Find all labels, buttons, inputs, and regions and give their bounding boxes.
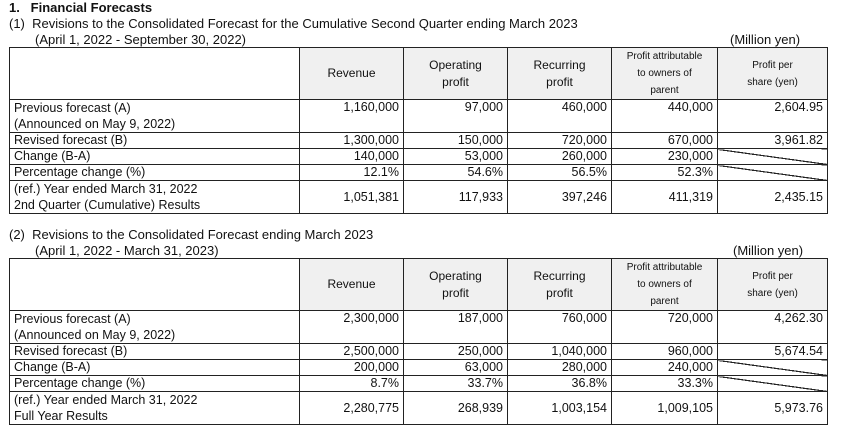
table2-unit: (Million yen) xyxy=(733,243,804,258)
cell-revenue: 2,500,000 xyxy=(300,344,404,360)
cell-revenue: 2,280,775 xyxy=(300,392,404,425)
cell-recurring: 36.8% xyxy=(508,376,612,392)
col-revenue: Revenue xyxy=(300,48,404,100)
corner-cell xyxy=(10,48,300,100)
cell-recurring: 397,246 xyxy=(508,181,612,214)
row-revised-forecast xyxy=(10,133,828,149)
cell-eps: 2,435.15 xyxy=(718,181,828,214)
cell-operating: 53,000 xyxy=(404,149,508,165)
cell-revenue: 1,300,000 xyxy=(300,133,404,149)
col-profit-owners: Profit attributable to owners of parent xyxy=(612,48,718,100)
cell-revenue: 140,000 xyxy=(300,149,404,165)
cell-recurring: 460,000 xyxy=(508,100,612,133)
forecast-table-full-year xyxy=(9,258,828,425)
cell-eps: 3,961.82 xyxy=(718,133,828,149)
col-revenue: Revenue xyxy=(300,259,404,311)
cell-profit-owners: 670,000 xyxy=(612,133,718,149)
cell-eps: 5,674.54 xyxy=(718,344,828,360)
cell-eps: 2,604.95 xyxy=(718,100,828,133)
cell-recurring: 1,003,154 xyxy=(508,392,612,425)
cell-eps-na xyxy=(718,360,828,376)
cell-recurring: 1,040,000 xyxy=(508,344,612,360)
cell-eps: 4,262.30 xyxy=(718,311,828,344)
col-recurring-profit: Recurring profit xyxy=(508,48,612,100)
cell-revenue: 1,160,000 xyxy=(300,100,404,133)
cell-profit-owners: 1,009,105 xyxy=(612,392,718,425)
cell-operating: 33.7% xyxy=(404,376,508,392)
cell-revenue: 8.7% xyxy=(300,376,404,392)
row-label: Percentage change (%) xyxy=(10,165,300,181)
table1-period: (April 1, 2022 - September 30, 2022) xyxy=(35,32,247,47)
table-header-row xyxy=(10,259,828,311)
row-label: Previous forecast (A) (Announced on May 9, 2022) xyxy=(10,100,300,133)
cell-revenue: 2,300,000 xyxy=(300,311,404,344)
cell-recurring: 760,000 xyxy=(508,311,612,344)
cell-operating: 187,000 xyxy=(404,311,508,344)
cell-operating: 268,939 xyxy=(404,392,508,425)
row-change xyxy=(10,149,828,165)
col-eps: Profit per share (yen) xyxy=(718,259,828,311)
cell-revenue: 200,000 xyxy=(300,360,404,376)
table2-period: (April 1, 2022 - March 31, 2023) xyxy=(35,243,219,258)
cell-profit-owners: 33.3% xyxy=(612,376,718,392)
row-reference-results xyxy=(10,181,828,214)
section-title: 1. Financial Forecasts xyxy=(9,0,153,15)
row-previous-forecast xyxy=(10,100,828,133)
table2-heading: (2) Revisions to the Consolidated Forecast ending March 2023 xyxy=(9,227,374,242)
cell-profit-owners: 240,000 xyxy=(612,360,718,376)
row-label: (ref.) Year ended March 31, 2022 Full Year Results xyxy=(10,392,300,425)
cell-recurring: 260,000 xyxy=(508,149,612,165)
cell-operating: 117,933 xyxy=(404,181,508,214)
col-operating-profit: Operating profit xyxy=(404,259,508,311)
row-label: Previous forecast (A) (Announced on May 9, 2022) xyxy=(10,311,300,344)
cell-profit-owners: 411,319 xyxy=(612,181,718,214)
cell-eps-na xyxy=(718,149,828,165)
table-header-row xyxy=(10,48,828,100)
col-recurring-profit: Recurring profit xyxy=(508,259,612,311)
cell-revenue: 12.1% xyxy=(300,165,404,181)
forecast-table-q2 xyxy=(9,47,828,214)
cell-profit-owners: 440,000 xyxy=(612,100,718,133)
col-eps: Profit per share (yen) xyxy=(718,48,828,100)
table1-heading: (1) Revisions to the Consolidated Forecast for the Cumulative Second Quarter ending March 2023 xyxy=(9,16,578,31)
row-label: Change (B-A) xyxy=(10,360,300,376)
row-label: (ref.) Year ended March 31, 2022 2nd Quarter (Cumulative) Results xyxy=(10,181,300,214)
cell-profit-owners: 230,000 xyxy=(612,149,718,165)
col-profit-owners: Profit attributable to owners of parent xyxy=(612,259,718,311)
cell-operating: 250,000 xyxy=(404,344,508,360)
cell-recurring: 56.5% xyxy=(508,165,612,181)
table1-unit: (Million yen) xyxy=(730,32,801,47)
row-change xyxy=(10,360,828,376)
row-previous-forecast xyxy=(10,311,828,344)
row-label: Revised forecast (B) xyxy=(10,133,300,149)
row-label: Change (B-A) xyxy=(10,149,300,165)
col-operating-profit: Operating profit xyxy=(404,48,508,100)
cell-eps: 5,973.76 xyxy=(718,392,828,425)
row-percentage-change xyxy=(10,376,828,392)
cell-revenue: 1,051,381 xyxy=(300,181,404,214)
row-revised-forecast xyxy=(10,344,828,360)
row-reference-results xyxy=(10,392,828,425)
cell-eps-na xyxy=(718,376,828,392)
cell-operating: 97,000 xyxy=(404,100,508,133)
row-label: Percentage change (%) xyxy=(10,376,300,392)
cell-operating: 150,000 xyxy=(404,133,508,149)
cell-profit-owners: 52.3% xyxy=(612,165,718,181)
cell-eps-na xyxy=(718,165,828,181)
cell-profit-owners: 720,000 xyxy=(612,311,718,344)
corner-cell xyxy=(10,259,300,311)
cell-operating: 63,000 xyxy=(404,360,508,376)
row-percentage-change xyxy=(10,165,828,181)
cell-recurring: 280,000 xyxy=(508,360,612,376)
cell-recurring: 720,000 xyxy=(508,133,612,149)
row-label: Revised forecast (B) xyxy=(10,344,300,360)
cell-profit-owners: 960,000 xyxy=(612,344,718,360)
cell-operating: 54.6% xyxy=(404,165,508,181)
